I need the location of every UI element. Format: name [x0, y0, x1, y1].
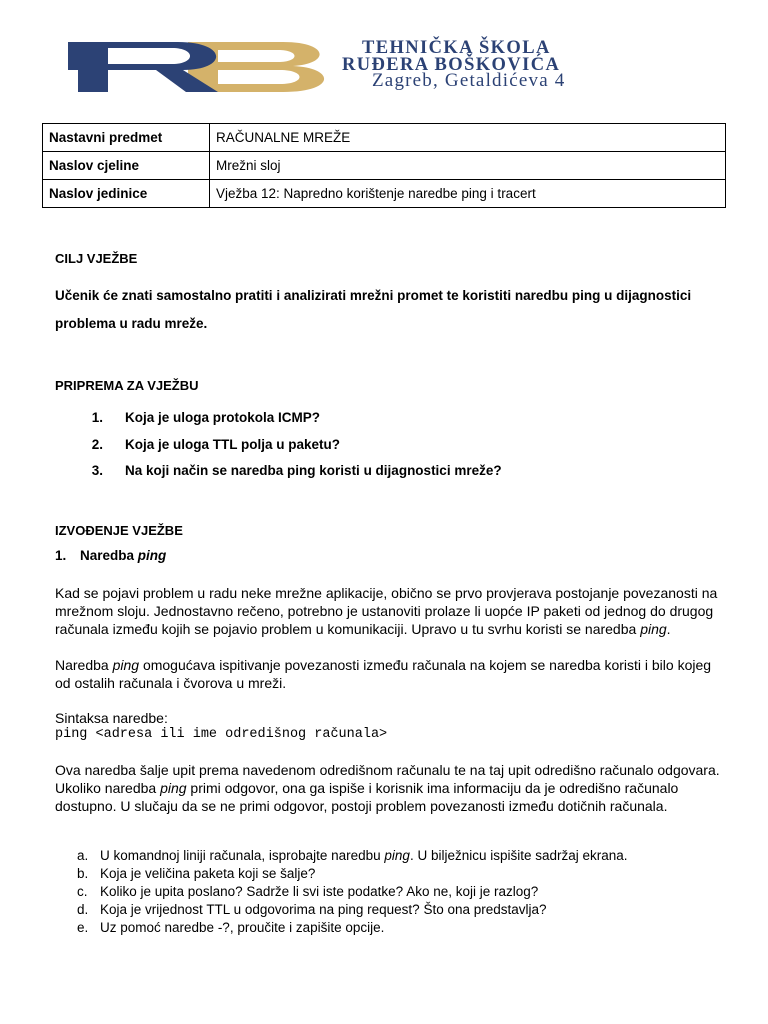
table-row [43, 180, 726, 208]
table-value: Vježba 12: Napredno korištenje naredbe ping i tracert [210, 180, 726, 208]
list-item: e. Uz pomoć naredbe -?, proučite i zapišite opcije. [77, 920, 385, 935]
goal-heading: CILJ VJEŽBE [55, 251, 138, 266]
school-logo [68, 36, 708, 96]
table-value: Mrežni sloj [210, 152, 726, 180]
paragraph-intro: Kad se pojavi problem u radu neke mrežne aplikacije, obično se prvo provjerava postojanje povezanosti na mrežnom sloju. Jednostavno rečeno, potrebno je ustanoviti prolaze li uopće IP paketi od jednog do drugog računala između kojih se pojavio problem u komunikaciji. Upravo u tu svrhu koristi se naredba ping. [55, 585, 718, 637]
list-item: b. Koja je veličina paketa koji se šalje? [77, 866, 316, 881]
syntax-label: Sintaksa naredbe: [55, 710, 168, 726]
task-list [55, 848, 628, 938]
school-address: Zagreb, Getaldićeva 4 [372, 70, 566, 91]
list-item: a. U komandnoj liniji računala, isprobajte naredbu ping. U bilježnicu ispišite sadržaj ekrana. [77, 848, 628, 863]
paragraph-response: Ova naredba šalje upit prema navedenom odredišnom računalu te na taj upit odredišno računalo odgovara. Ukoliko naredba ping primi odgovor, ona ga ispiše i korisnik ima informaciju da je odredišno računalo dostupno. U slučaju da se ne primi odgovor, postoji problem povezanosti između dotičnih računala. [55, 762, 720, 814]
list-item: 1. Koja je uloga protokola ICMP? [91, 410, 321, 425]
paragraph-ping: Naredba ping omogućava ispitivanje povezanosti između računala na kojem se naredba koristi i bilo kojeg od ostalih računala i čvorova u mreži. [55, 657, 712, 691]
list-item: 2. Koja je uloga TTL polja u paketu? [91, 436, 341, 452]
rb-logo-icon [68, 36, 358, 96]
preparation-heading: PRIPREMA ZA VJEŽBU [55, 378, 199, 393]
table-key: Nastavni predmet [43, 124, 210, 152]
info-table [42, 123, 726, 208]
table-value: RAČUNALNE MREŽE [210, 124, 726, 152]
goal-text: Učenik će znati samostalno pratiti i analizirati mrežni promet te koristiti naredbu ping u dijagnostici problema u radu mreže. [55, 288, 692, 331]
list-item: d. Koja je vrijednost TTL u odgovorima na ping request? Što ona predstavlja? [77, 902, 547, 917]
table-row [43, 152, 726, 180]
school-name: TEHNIČKA ŠKOLA RUĐERA BOŠKOVIĆA [342, 38, 561, 75]
list-item: c. Koliko je upita poslano? Sadrže li svi iste podatke? Ako ne, koji je razlog? [77, 884, 539, 899]
section-title: 1. Naredba ping [55, 548, 167, 563]
table-row [43, 124, 726, 152]
preparation-questions [55, 410, 502, 490]
list-item: 3. Na koji način se naredba ping koristi u dijagnostici mreže? [91, 463, 502, 478]
execution-heading: IZVOĐENJE VJEŽBE [55, 523, 183, 538]
table-key: Naslov cjeline [43, 152, 210, 180]
table-key: Naslov jedinice [43, 180, 210, 208]
syntax-code: ping <adresa ili ime odredišnog računala> [55, 727, 388, 742]
